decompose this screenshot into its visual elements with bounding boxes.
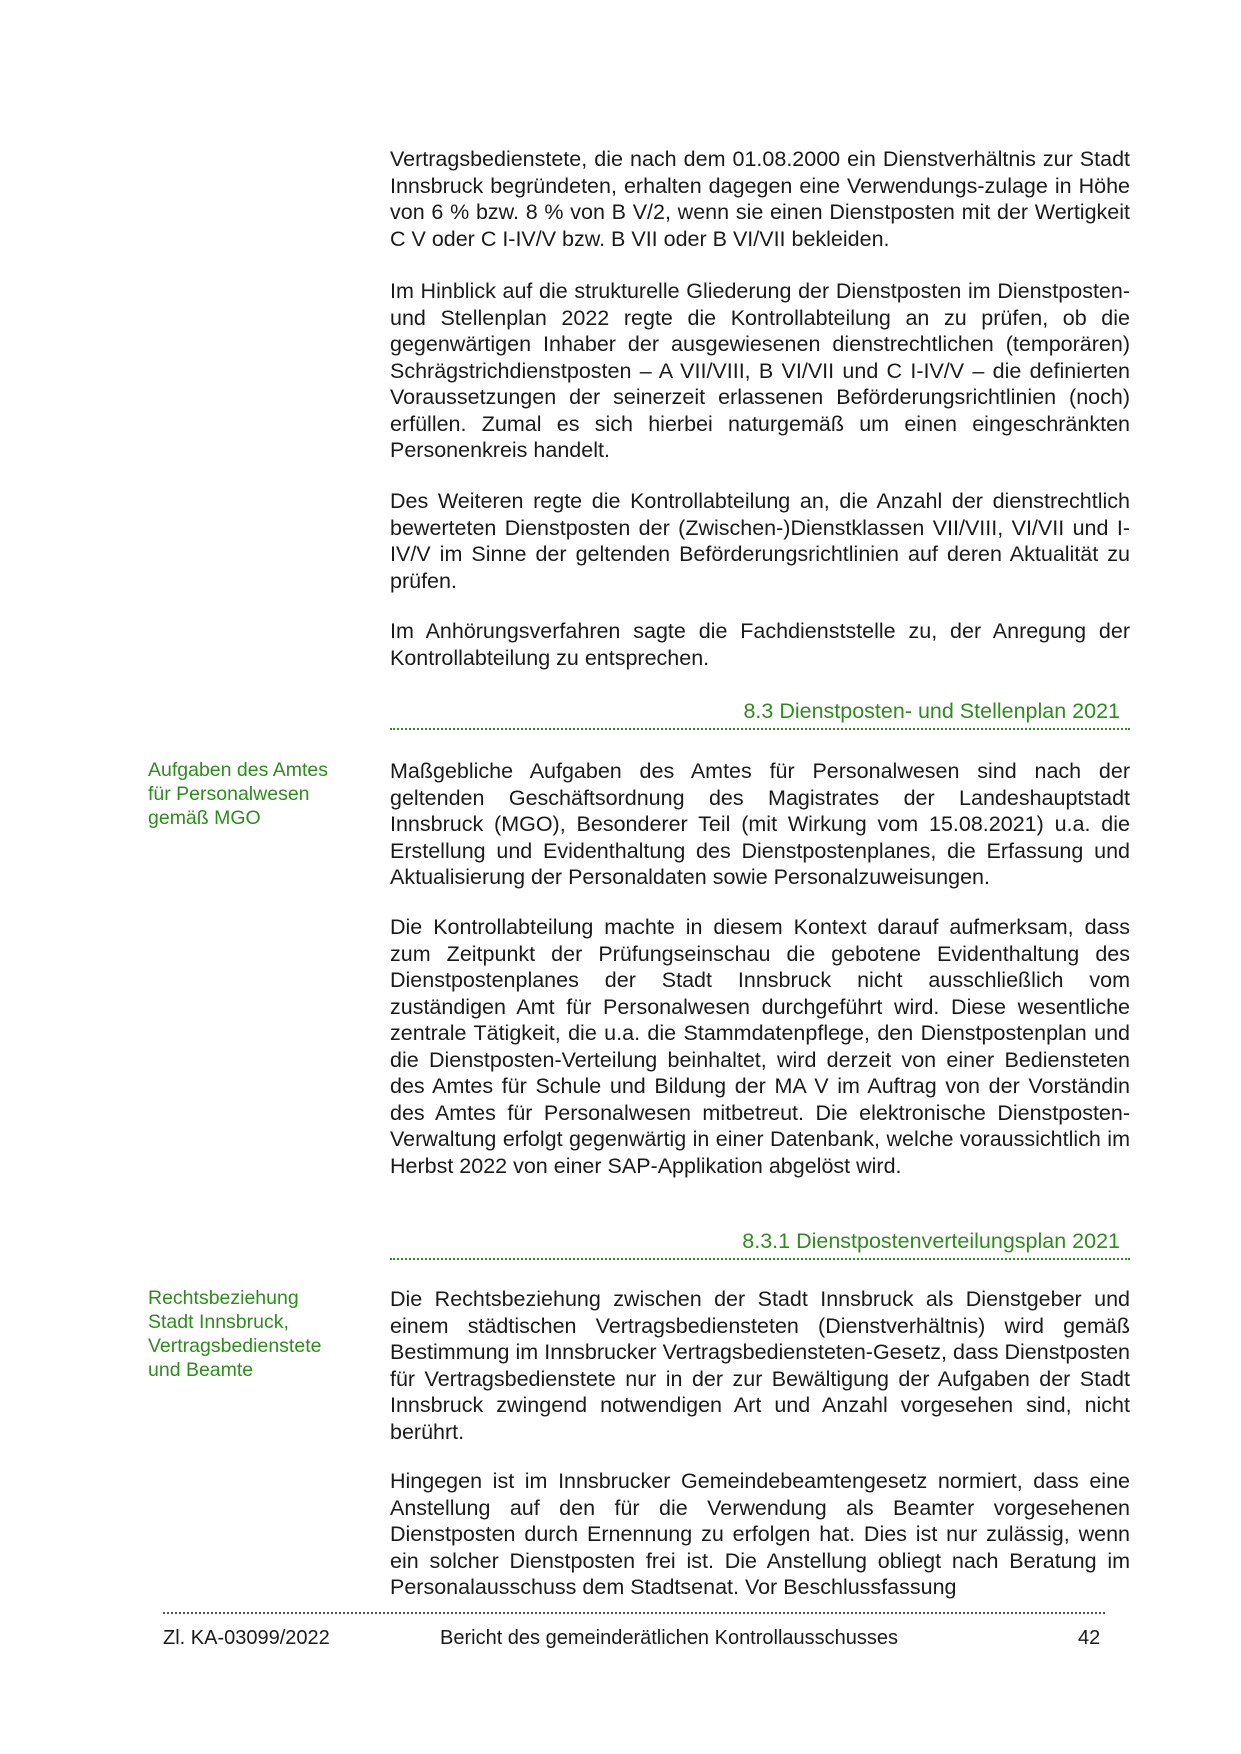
paragraph-gemeindebeamtengesetz [390,1468,1130,1601]
paragraph-text: Des Weiteren regte die Kontrollabteilung an, die Anzahl der dienstrechtlich bewerteten Dienstposten der (Zwischen-)Dienstklassen VII/VIII, VI/VII und I-IV/V im Sinne der geltenden Beförderungsrichtlinien auf deren Aktualität zu prüfen. [390,489,1130,593]
paragraph-strukturelle-gliederung [390,278,1130,464]
paragraph-evidenthaltung [390,914,1130,1179]
footer-divider [163,1612,1105,1614]
heading-divider [390,1258,1130,1260]
heading-divider [390,728,1130,730]
paragraph-anhoerungsverfahren [390,618,1130,671]
margin-label-aufgaben [148,758,363,830]
margin-label-line: für Personalwesen [148,783,310,805]
paragraph-text: Im Hinblick auf die strukturelle Gliederung der Dienstposten im Dienstposten- und Stellenplan 2022 regte die Kontrollabteilung an zu prüfen, ob die gegenwärtigen Inhaber der ausgewiesenen dienstrechtlichen (temporären) Schrägstrichdienstposten – A VII/VIII, B VI/VII und C I-IV/V – die definierten Voraussetzungen der seinerzeit erlassenen Beförderungsrichtlinien (noch) erfüllen. Zumal es sich hierbei naturgemäß um einen eingeschränkten Personenkreis handelt. [390,279,1130,462]
page-number: 42 [1078,1627,1101,1649]
margin-label-line: Aufgaben des Amtes [148,759,328,781]
margin-label-line: Stadt Innsbruck, [148,1311,289,1333]
margin-label-line: gemäß MGO [148,807,261,829]
section-heading-8-3: 8.3 Dienstposten- und Stellenplan 2021 [743,699,1120,723]
paragraph-text: Im Anhörungsverfahren sagte die Fachdienststelle zu, der Anregung der Kontrollabteilung zu entsprechen. [390,619,1130,670]
margin-label-line: Rechtsbeziehung [148,1287,299,1309]
paragraph-text: Die Rechtsbeziehung zwischen der Stadt Innsbruck als Dienstgeber und einem städtischen Vertragsbediensteten (Dienstverhältnis) wird gemäß Bestimmung im Innsbrucker Vertragsbediensteten-Gesetz, dass Dienstposten für Vertragsbedienstete nur in der zur Bewältigung der Aufgaben der Stadt Innsbruck zwingend notwendigen Art und Anzahl vorgesehen sind, nicht berührt. [390,1287,1130,1444]
paragraph-rechtsbeziehung [390,1286,1130,1445]
paragraph-text: Die Kontrollabteilung machte in diesem Kontext darauf aufmerksam, dass zum Zeitpunkt der Prüfungseinschau die gebotene Evidenthaltung des Dienstpostenplanes der Stadt Innsbruck nicht ausschließlich vom zuständigen Amt für Personalwesen durchgeführt wird. Diese wesentliche zentrale Tätigkeit, die u.a. die Stammdatenpflege, den Dienstpostenplan und die Dienstposten-Verteilung beinhaltet, wird derzeit von einer Bediensteten des Amtes für Schule und Bildung der MA V im Auftrag von der Vorständin des Amtes für Personalwesen mitbetreut. Die elektronische Dienstposten-Verwaltung erfolgt gegenwärtig in einer Datenbank, welche voraussichtlich im Herbst 2022 von einer SAP-Applikation abgelöst wird. [390,915,1130,1178]
footer-reference: Zl. KA-03099/2022 [163,1627,330,1649]
margin-label-line: und Beamte [148,1359,254,1381]
paragraph-verwendungszulage [390,146,1130,252]
paragraph-text: Vertragsbedienstete, die nach dem 01.08.2000 ein Dienstverhältnis zur Stadt Innsbruck begründeten, erhalten dagegen eine Verwendungs-zulage in Höhe von 6 % bzw. 8 % von B V/2, wenn sie einen Dienstposten mit der Wertigkeit C V oder C I-IV/V bzw. B VII oder B VI/VII bekleiden. [390,147,1130,251]
footer-report-title: Bericht des gemeinderätlichen Kontrollausschusses [440,1627,899,1649]
section-heading-8-3-1: 8.3.1 Dienstpostenverteilungsplan 2021 [742,1229,1120,1253]
paragraph-aufgaben-amt [390,758,1130,891]
margin-label-line: Vertragsbedienstete [148,1335,322,1357]
margin-label-rechtsbeziehung [148,1286,363,1382]
paragraph-text: Hingegen ist im Innsbrucker Gemeindebeamtengesetz normiert, dass eine Anstellung auf den für die Verwendung als Beamter vorgesehenen Dienstposten durch Ernennung zu erfolgen hat. Dies ist nur zulässig, wenn ein solcher Dienstposten frei ist. Die Anstellung obliegt nach Beratung im Personalausschuss dem Stadtsenat. Vor Beschlussfassung [390,1469,1130,1599]
paragraph-des-weiteren [390,488,1130,594]
paragraph-text: Maßgebliche Aufgaben des Amtes für Personalwesen sind nach der geltenden Geschäftsordnung des Magistrates der Landeshauptstadt Innsbruck (MGO), Besonderer Teil (mit Wirkung vom 15.08.2021) u.a. die Erstellung und Evidenthaltung des Dienstpostenplanes, die Erfassung und Aktualisierung der Personaldaten sowie Personalzuweisungen. [390,759,1130,889]
